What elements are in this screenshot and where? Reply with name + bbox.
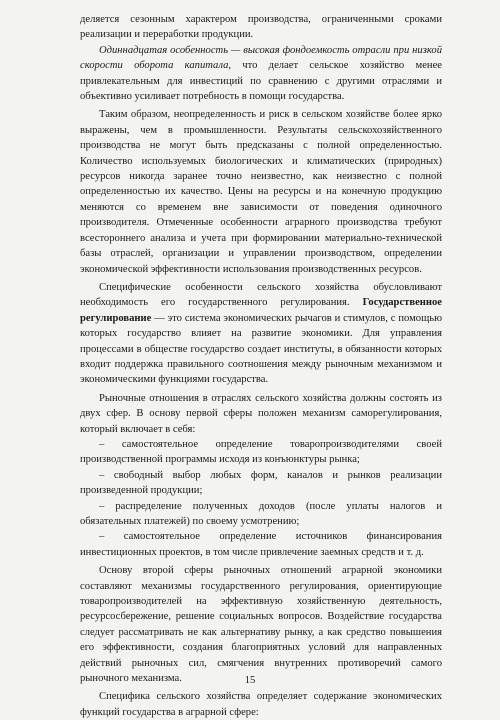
paragraph-eleventh-feature	[80, 43, 442, 105]
paragraph-second-sphere: Основу второй сферы рыночных отношений аграрной экономики составляют механизмы государственного регулирования, ориентирующие товаропроизводителей на эффективную хозяйственную деятельность, ресурсосбережение, решение социальных вопросов. Воздействие государства следует рассматривать не как альтернативу рынку, а как средство повышения его эффективности, создания благоприятных условий для направленных действий рыночных сил, смягчения внутренних противоречий самого рыночного механизма.	[80, 565, 442, 685]
list-item: – свободный выбор любых форм, каналов и рынков реализации произведенной продукции;	[80, 469, 442, 497]
paragraph-text: — это система экономических рычагов и стимулов, с помощью которых государство влияет на развитие экономики. Для управления процессами в обществе государство создает институты, в обязанности которых входит поддержка правильного соотношения между рыночным механизмом и экономическими функциями государства.	[80, 312, 442, 386]
paragraph-state-functions: Специфика сельского хозяйства определяет содержание экономических функций государства в аграрной сфере:	[80, 691, 442, 718]
page-number: 15	[244, 675, 256, 686]
paragraph-regulation	[80, 280, 442, 388]
paragraph-text: что делает сельское хозяйство менее привлекательным для инвестиций по сравнению с другими отраслями и объективно усиливает потребность в помощи государства.	[80, 60, 442, 103]
italic-phrase: Одиннадцатая особенность — высокая фондоемкость отрасли при низкой скорости оборота капитала,	[80, 44, 442, 72]
paragraph-uncertainty: Таким образом, неопределенность и риск в сельском хозяйстве более ярко выражены, чем в промышленности. Результаты сельскохозяйственного производства не могут быть предсказаны с полной определенностью. Количество используемых биологических и климатических (природных) ресурсов никогда заранее точно неизвестно, как неизвестно с полной определенностью их качество. Цены на ресурсы и на конечную продукцию меняются со временем вне зависимости от поведения одиночного производителя. Отмеченные особенности аграрного производства требуют всестороннего анализа и учета при формировании материально-технической базы отраслей, организации и управлении производством, определении экономической эффективности использования производственных ресурсов.	[80, 109, 442, 275]
paragraph-text: Специфические особенности сельского хозяйства обусловливают необходимость его государственного регулирования.	[80, 281, 442, 309]
paragraph-market-spheres: Рыночные отношения в отраслях сельского хозяйства должны состоять из двух сфер. В основу первой сферы положен механизм саморегулирования, который включает в себя:	[80, 392, 442, 435]
list-item: – самостоятельное определение товаропроизводителями своей производственной программы исходя из конъюнктуры рынка;	[80, 438, 442, 466]
term-definition: Государственное регулирование	[80, 297, 442, 324]
list-item: – самостоятельное определение источников финансирования инвестиционных проектов, в том числе привлечение заемных средств и т. д.	[80, 531, 442, 558]
list-item: – распределение полученных доходов (после уплаты налогов и обязательных платежей) по своему усмотрению;	[80, 500, 442, 527]
paragraph-continuation: деляется сезонным характером производства, ограниченными сроками реализации и переработки продукции.	[80, 14, 442, 41]
